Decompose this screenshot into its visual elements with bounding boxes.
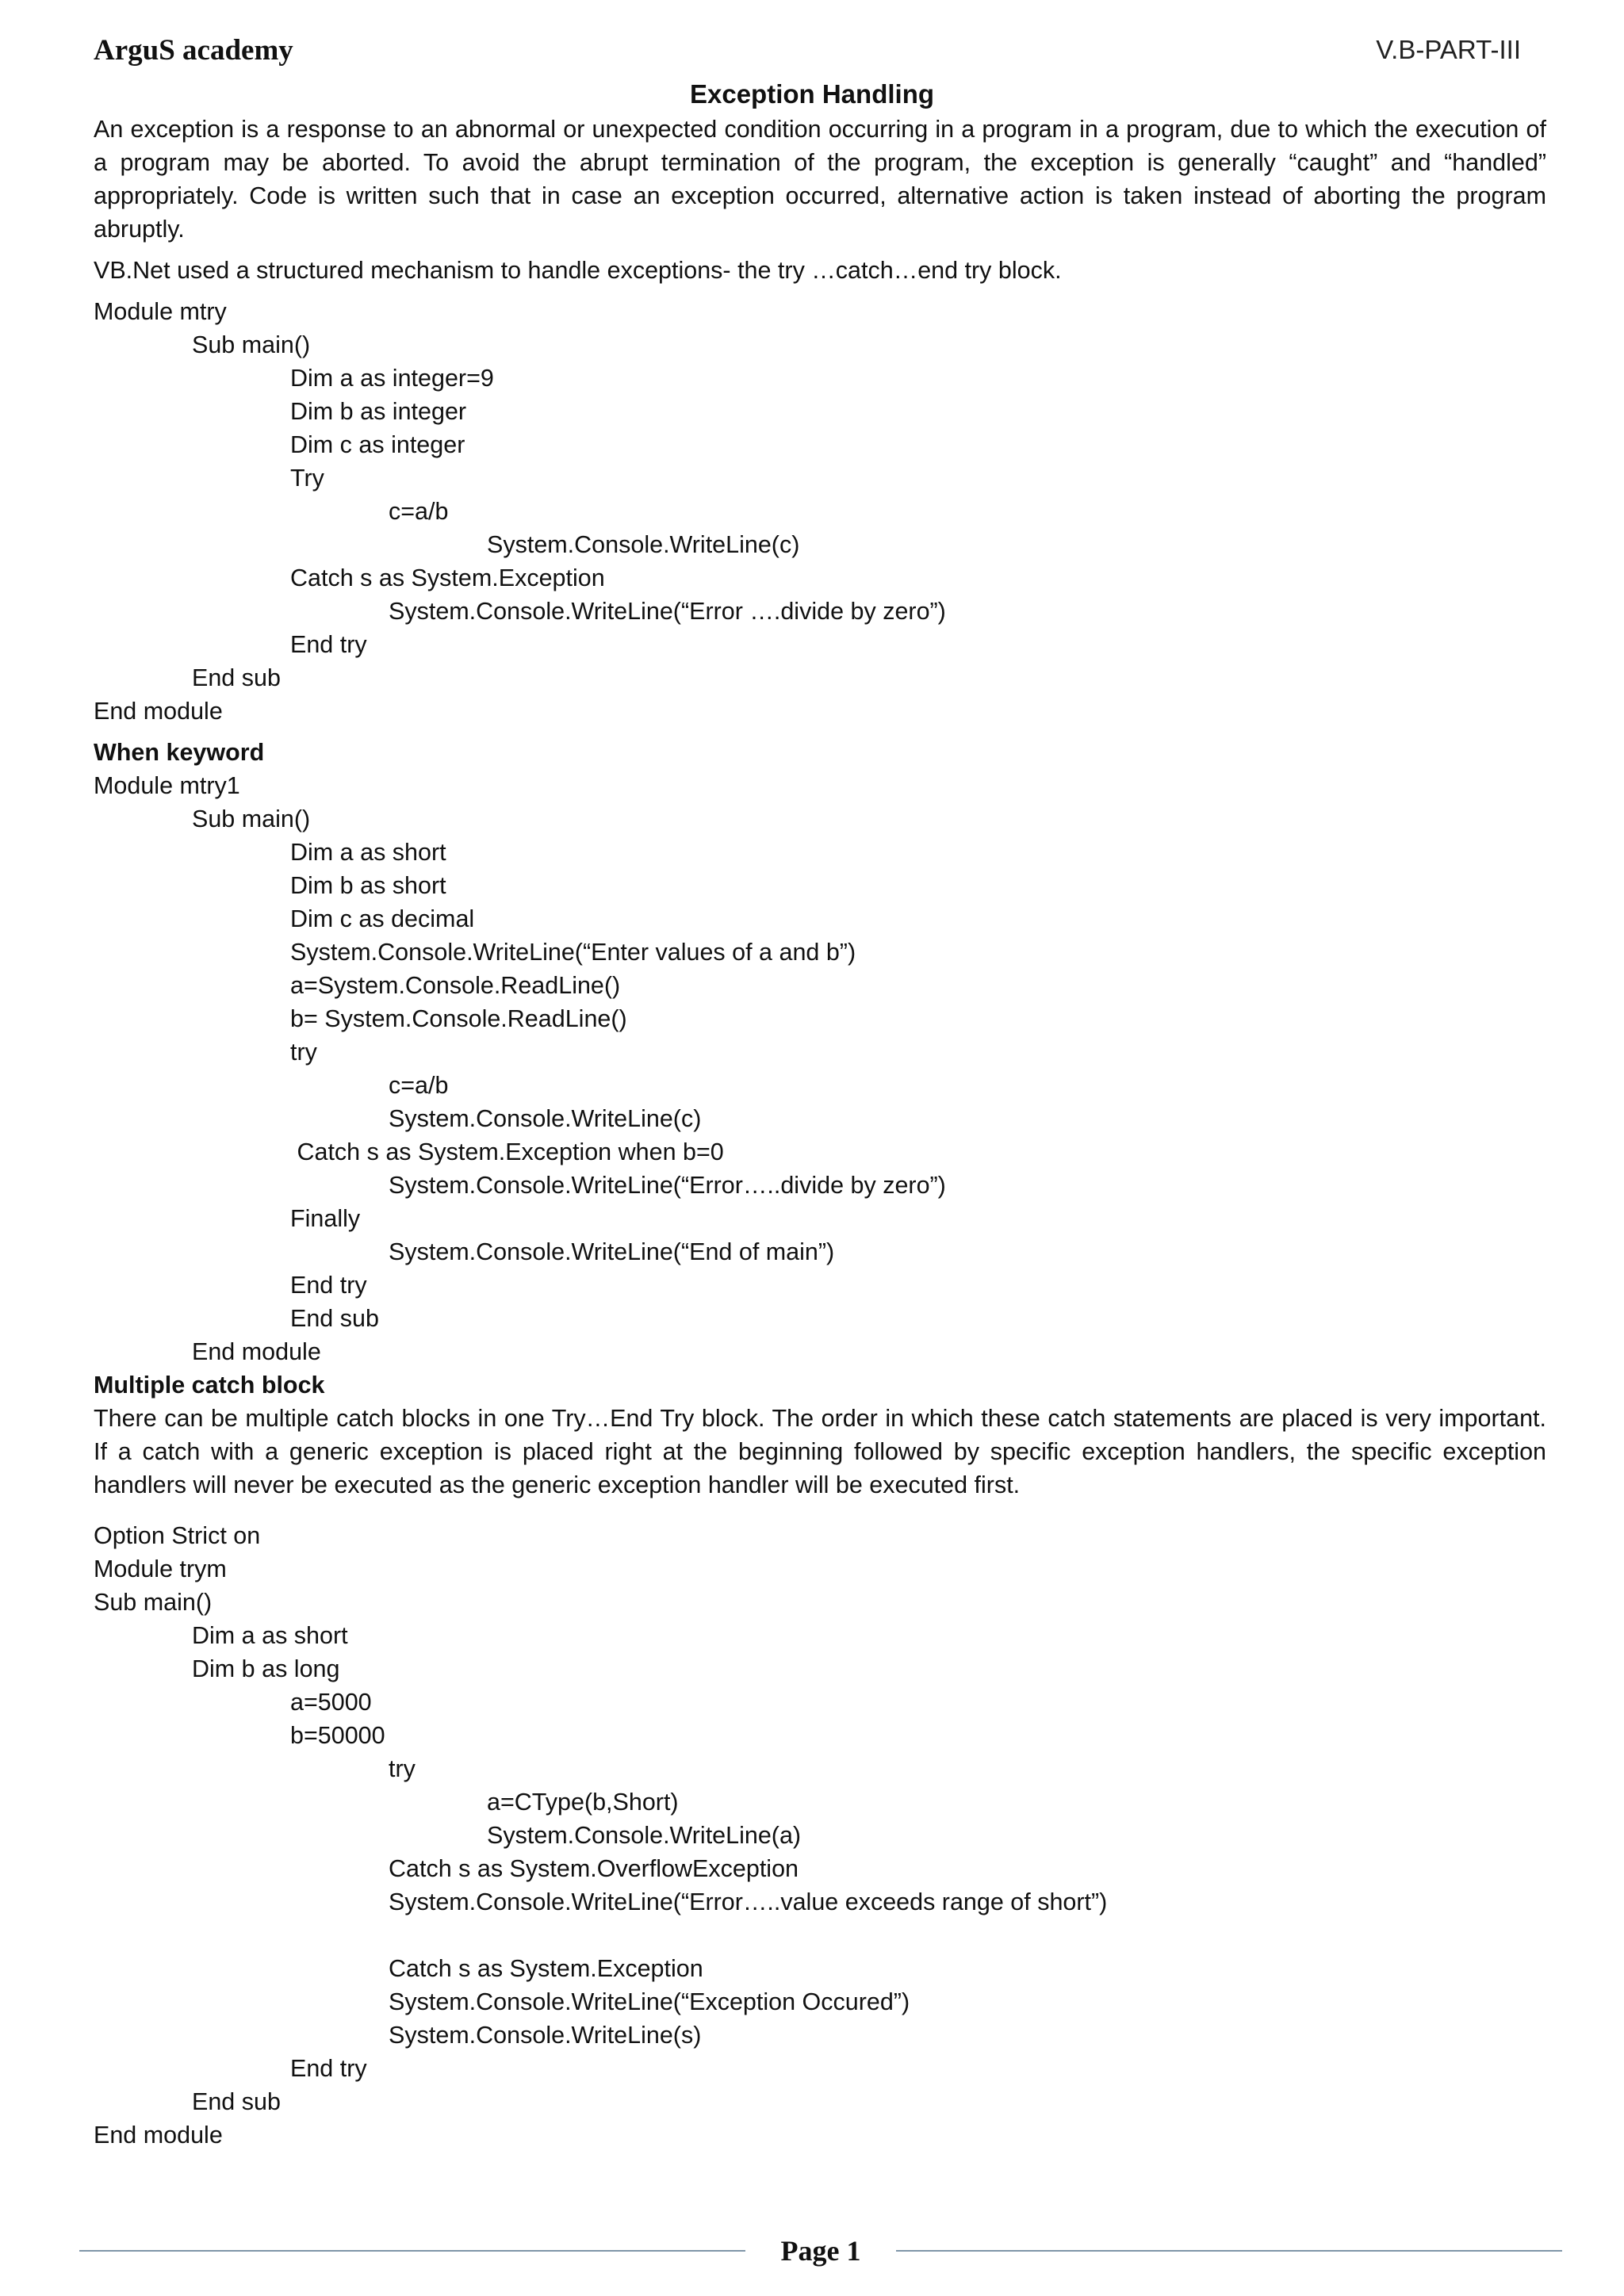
when-keyword-heading: When keyword (94, 739, 265, 766)
code-line: Dim c as integer (290, 431, 465, 458)
code-line: System.Console.WriteLine(c) (389, 1105, 702, 1132)
code-line: Dim b as long (192, 1655, 340, 1682)
code-line: Try (290, 465, 324, 492)
code-line: System.Console.WriteLine(“Error ….divide by zero”) (389, 598, 946, 625)
code-line: System.Console.WriteLine(“Error…..divide by zero”) (389, 1172, 946, 1199)
multiple-catch-heading: Multiple catch block (94, 1372, 325, 1399)
page-title: Exception Handling (689, 79, 935, 109)
code-line: System.Console.WriteLine(“Exception Occured”) (389, 1988, 910, 2015)
code-line: End try (290, 1272, 367, 1299)
code-line: Finally (290, 1205, 361, 1232)
page-footer (79, 2234, 1562, 2266)
code-line: End sub (192, 664, 281, 691)
code-line: c=a/b (389, 1072, 449, 1099)
code-line: System.Console.WriteLine(“Enter values of a and b”) (290, 939, 856, 966)
code-line: Option Strict on (94, 1522, 261, 1549)
code-line: Module mtry1 (94, 772, 240, 799)
code-line: End try (290, 631, 367, 658)
code-line: Dim a as short (192, 1622, 348, 1649)
code-line: Catch s as System.Exception (389, 1955, 703, 1982)
page-number: Page 1 (780, 2235, 861, 2267)
code-line: Module trym (94, 1556, 227, 1582)
code-line: System.Console.WriteLine(c) (487, 531, 800, 558)
code-block-3 (94, 1519, 1546, 2152)
code-line: End module (192, 1338, 321, 1365)
code-line: End module (94, 698, 223, 725)
code-block-2 (94, 769, 1546, 1368)
code-line: a=CType(b,Short) (487, 1789, 679, 1816)
code-line: System.Console.WriteLine(“Error…..value exceeds range of short”) (389, 1888, 1108, 1915)
code-line: Catch s as System.Exception (290, 564, 605, 591)
multiple-catch-paragraph: There can be multiple catch blocks in one Try…End Try block. The order in which these catch statements are placed is very important. If a catch with a generic exception is placed right at the beginning followed by specific exception handlers, the specific exception handlers will never be executed as the generic exception handler will be executed first. (94, 1405, 1546, 1498)
code-line: End sub (192, 2088, 281, 2115)
footer-rule-right (896, 2250, 1562, 2252)
code-line: System.Console.WriteLine(s) (389, 2022, 702, 2049)
code-line: End try (290, 2055, 367, 2082)
code-line: Catch s as System.OverflowException (389, 1855, 799, 1882)
code-line: Dim a as short (290, 839, 446, 866)
code-line: Dim b as integer (290, 398, 467, 425)
intro-paragraph: An exception is a response to an abnormal or unexpected condition occurring in a program in a program, due to which the execution of a program may be aborted. To avoid the abrupt termination of the program, the exception is generally “caught” and “handled” appropriately. Code is written such that in case an exception occurred, alternative action is taken instead of aborting the program abruptly. (94, 116, 1546, 243)
content (94, 113, 1546, 2152)
brand-name: ArguS academy (94, 34, 293, 67)
code-line: Dim a as integer=9 (290, 365, 494, 392)
code-line: End sub (290, 1305, 379, 1332)
code-line: b=50000 (290, 1722, 385, 1749)
code-line: try (290, 1039, 317, 1066)
code-line: try (389, 1755, 416, 1782)
code-block-1 (94, 295, 1546, 728)
code-line: Sub main() (94, 1589, 213, 1616)
part-label: V.B-PART-III (1376, 35, 1521, 64)
code-line: System.Console.WriteLine(a) (487, 1822, 802, 1849)
code-line: Dim b as short (290, 872, 446, 899)
code-line: Sub main() (192, 806, 311, 832)
code-line: c=a/b (389, 498, 449, 525)
code-line: Sub main() (192, 331, 311, 358)
code-line: Module mtry (94, 298, 227, 325)
code-line: b= System.Console.ReadLine() (290, 1005, 627, 1032)
intro-paragraph-2: VB.Net used a structured mechanism to handle exceptions- the try …catch…end try block. (94, 257, 1062, 284)
code-line: a=5000 (290, 1689, 372, 1716)
code-line: a=System.Console.ReadLine() (290, 972, 621, 999)
code-line: System.Console.WriteLine(“End of main”) (389, 1238, 835, 1265)
code-line: End module (94, 2122, 223, 2149)
code-line: Dim c as decimal (290, 905, 475, 932)
code-line: Catch s as System.Exception when b=0 (290, 1138, 724, 1165)
